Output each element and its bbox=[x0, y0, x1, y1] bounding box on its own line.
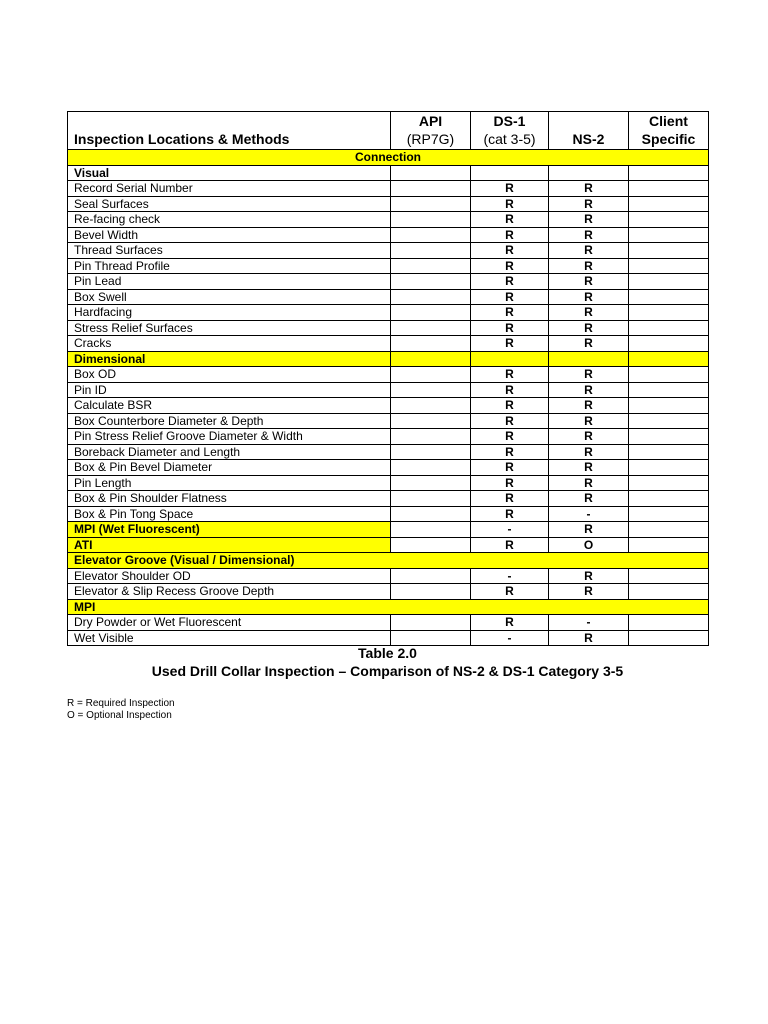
cell-client bbox=[629, 258, 709, 274]
cell-ns2: R bbox=[549, 382, 629, 398]
table-row bbox=[68, 382, 709, 398]
cell-client bbox=[629, 243, 709, 259]
cell-ns2 bbox=[549, 351, 629, 367]
header-client-title: Client bbox=[649, 113, 688, 129]
table-row bbox=[68, 196, 709, 212]
cell-ds1: R bbox=[471, 274, 549, 290]
cell-api bbox=[391, 351, 471, 367]
cell-client bbox=[629, 444, 709, 460]
inspection-table bbox=[67, 111, 709, 646]
cell-ns2: R bbox=[549, 429, 629, 445]
cell-client bbox=[629, 289, 709, 305]
cell-api bbox=[391, 506, 471, 522]
legend-required: R = Required Inspection bbox=[67, 698, 175, 709]
cell-api bbox=[391, 584, 471, 600]
subsection-row bbox=[68, 165, 709, 181]
row-label: Thread Surfaces bbox=[68, 243, 391, 259]
cell-ns2: R bbox=[549, 630, 629, 646]
cell-client bbox=[629, 429, 709, 445]
table-row bbox=[68, 305, 709, 321]
cell-ds1: R bbox=[471, 258, 549, 274]
cell-ns2: R bbox=[549, 568, 629, 584]
table-row bbox=[68, 506, 709, 522]
cell-client bbox=[629, 491, 709, 507]
header-row bbox=[68, 112, 709, 150]
section-band-row bbox=[68, 553, 709, 569]
cell-ds1: R bbox=[471, 181, 549, 197]
header-location: Inspection Locations & Methods bbox=[68, 112, 391, 150]
cell-client bbox=[629, 382, 709, 398]
cell-ds1 bbox=[471, 351, 549, 367]
table-row bbox=[68, 243, 709, 259]
header-ds1-title: DS-1 bbox=[493, 113, 526, 129]
cell-client bbox=[629, 506, 709, 522]
cell-client bbox=[629, 196, 709, 212]
cell-api bbox=[391, 212, 471, 228]
table-row bbox=[68, 444, 709, 460]
table-row bbox=[68, 289, 709, 305]
table-row bbox=[68, 429, 709, 445]
table-number: Table 2.0 bbox=[358, 645, 417, 661]
row-label: ATI bbox=[68, 537, 391, 553]
row-label: Box Swell bbox=[68, 289, 391, 305]
cell-api bbox=[391, 398, 471, 414]
cell-ns2: R bbox=[549, 398, 629, 414]
cell-ns2: R bbox=[549, 196, 629, 212]
cell-api bbox=[391, 336, 471, 352]
cell-api bbox=[391, 568, 471, 584]
cell-ds1: R bbox=[471, 413, 549, 429]
row-label: Boreback Diameter and Length bbox=[68, 444, 391, 460]
table-row bbox=[68, 413, 709, 429]
cell-ds1: R bbox=[471, 305, 549, 321]
table-body bbox=[68, 150, 709, 646]
cell-ns2: R bbox=[549, 336, 629, 352]
header-ns2 bbox=[549, 112, 629, 150]
row-label: Box & Pin Shoulder Flatness bbox=[68, 491, 391, 507]
cell-api bbox=[391, 413, 471, 429]
cell-ns2: R bbox=[549, 305, 629, 321]
cell-ns2: R bbox=[549, 258, 629, 274]
row-label: Box OD bbox=[68, 367, 391, 383]
cell-client bbox=[629, 212, 709, 228]
cell-ns2 bbox=[549, 165, 629, 181]
row-label: Box & Pin Bevel Diameter bbox=[68, 460, 391, 476]
cell-api bbox=[391, 522, 471, 538]
cell-api bbox=[391, 615, 471, 631]
table-row bbox=[68, 584, 709, 600]
legend-optional: O = Optional Inspection bbox=[67, 710, 172, 721]
cell-ds1: R bbox=[471, 367, 549, 383]
header-api bbox=[391, 112, 471, 150]
header-ns2-title: NS-2 bbox=[572, 131, 605, 147]
cell-ds1: R bbox=[471, 212, 549, 228]
cell-client bbox=[629, 475, 709, 491]
cell-ds1: - bbox=[471, 522, 549, 538]
row-label: Box Counterbore Diameter & Depth bbox=[68, 413, 391, 429]
header-client bbox=[629, 112, 709, 150]
cell-ds1: R bbox=[471, 537, 549, 553]
row-label: Pin Lead bbox=[68, 274, 391, 290]
header-api-title: API bbox=[418, 113, 443, 129]
table-row bbox=[68, 491, 709, 507]
row-label: Record Serial Number bbox=[68, 181, 391, 197]
cell-client bbox=[629, 181, 709, 197]
cell-ns2: R bbox=[549, 320, 629, 336]
cell-api bbox=[391, 305, 471, 321]
cell-ds1: R bbox=[471, 429, 549, 445]
row-label: Dimensional bbox=[68, 351, 391, 367]
cell-api bbox=[391, 227, 471, 243]
table-row bbox=[68, 258, 709, 274]
cell-client bbox=[629, 615, 709, 631]
row-label: Bevel Width bbox=[68, 227, 391, 243]
cell-ds1: R bbox=[471, 460, 549, 476]
row-label: Elevator Shoulder OD bbox=[68, 568, 391, 584]
table-row bbox=[68, 212, 709, 228]
cell-ns2: R bbox=[549, 475, 629, 491]
table-row bbox=[68, 320, 709, 336]
cell-ns2: - bbox=[549, 615, 629, 631]
cell-client bbox=[629, 351, 709, 367]
cell-ds1: R bbox=[471, 398, 549, 414]
cell-ns2: R bbox=[549, 274, 629, 290]
cell-api bbox=[391, 320, 471, 336]
cell-ds1 bbox=[471, 165, 549, 181]
cell-ds1: R bbox=[471, 444, 549, 460]
section-band-label: Connection bbox=[68, 150, 709, 166]
cell-ds1: R bbox=[471, 584, 549, 600]
cell-ns2: R bbox=[549, 367, 629, 383]
cell-api bbox=[391, 274, 471, 290]
cell-api bbox=[391, 444, 471, 460]
row-label: Pin Stress Relief Groove Diameter & Width bbox=[68, 429, 391, 445]
cell-ns2: O bbox=[549, 537, 629, 553]
cell-ds1: R bbox=[471, 615, 549, 631]
cell-api bbox=[391, 165, 471, 181]
table-row bbox=[68, 336, 709, 352]
subsection-row bbox=[68, 351, 709, 367]
row-label: Pin Length bbox=[68, 475, 391, 491]
cell-api bbox=[391, 475, 471, 491]
row-label: Seal Surfaces bbox=[68, 196, 391, 212]
cell-client bbox=[629, 460, 709, 476]
table-row bbox=[68, 475, 709, 491]
cell-ds1: R bbox=[471, 491, 549, 507]
section-band-row bbox=[68, 150, 709, 166]
cell-ds1: - bbox=[471, 568, 549, 584]
row-label: Re-facing check bbox=[68, 212, 391, 228]
cell-ns2: R bbox=[549, 491, 629, 507]
cell-ns2: R bbox=[549, 584, 629, 600]
header-ds1-sub: (cat 3-5) bbox=[483, 131, 536, 147]
cell-client bbox=[629, 537, 709, 553]
table-row bbox=[68, 398, 709, 414]
table-row bbox=[68, 181, 709, 197]
cell-ds1: R bbox=[471, 382, 549, 398]
section-band-row bbox=[68, 599, 709, 615]
cell-client bbox=[629, 367, 709, 383]
row-label: Wet Visible bbox=[68, 630, 391, 646]
subsection-row bbox=[68, 537, 709, 553]
subsection-row bbox=[68, 522, 709, 538]
cell-client bbox=[629, 584, 709, 600]
cell-ns2: R bbox=[549, 460, 629, 476]
row-label: Calculate BSR bbox=[68, 398, 391, 414]
header-api-sub: (RP7G) bbox=[406, 131, 455, 147]
section-band-label: Elevator Groove (Visual / Dimensional) bbox=[68, 553, 709, 569]
cell-client bbox=[629, 398, 709, 414]
row-label: Visual bbox=[68, 165, 391, 181]
cell-ds1: R bbox=[471, 475, 549, 491]
table-row bbox=[68, 460, 709, 476]
cell-ds1: R bbox=[471, 289, 549, 305]
header-ds1 bbox=[471, 112, 549, 150]
cell-client bbox=[629, 522, 709, 538]
cell-api bbox=[391, 429, 471, 445]
table-row bbox=[68, 227, 709, 243]
row-label: Dry Powder or Wet Fluorescent bbox=[68, 615, 391, 631]
cell-api bbox=[391, 460, 471, 476]
cell-client bbox=[629, 320, 709, 336]
cell-client bbox=[629, 274, 709, 290]
table-row bbox=[68, 615, 709, 631]
row-label: Hardfacing bbox=[68, 305, 391, 321]
cell-api bbox=[391, 181, 471, 197]
cell-client bbox=[629, 568, 709, 584]
cell-client bbox=[629, 336, 709, 352]
row-label: Pin ID bbox=[68, 382, 391, 398]
cell-ns2: R bbox=[549, 522, 629, 538]
cell-api bbox=[391, 289, 471, 305]
header-client-sub: Specific bbox=[641, 131, 696, 147]
cell-ds1: R bbox=[471, 196, 549, 212]
row-label: Stress Relief Surfaces bbox=[68, 320, 391, 336]
cell-api bbox=[391, 367, 471, 383]
row-label: Cracks bbox=[68, 336, 391, 352]
table-row bbox=[68, 274, 709, 290]
cell-ns2: R bbox=[549, 289, 629, 305]
table-header bbox=[68, 112, 709, 150]
table-row bbox=[68, 568, 709, 584]
cell-ds1: R bbox=[471, 320, 549, 336]
cell-client bbox=[629, 413, 709, 429]
cell-api bbox=[391, 196, 471, 212]
cell-ds1: R bbox=[471, 506, 549, 522]
table-row bbox=[68, 367, 709, 383]
cell-client bbox=[629, 165, 709, 181]
row-label: Pin Thread Profile bbox=[68, 258, 391, 274]
row-label: Elevator & Slip Recess Groove Depth bbox=[68, 584, 391, 600]
cell-api bbox=[391, 537, 471, 553]
cell-ns2: - bbox=[549, 506, 629, 522]
cell-api bbox=[391, 491, 471, 507]
cell-ds1: R bbox=[471, 336, 549, 352]
cell-ns2: R bbox=[549, 413, 629, 429]
cell-api bbox=[391, 382, 471, 398]
cell-client bbox=[629, 227, 709, 243]
row-label: MPI (Wet Fluorescent) bbox=[68, 522, 391, 538]
cell-ns2: R bbox=[549, 243, 629, 259]
cell-ds1: R bbox=[471, 227, 549, 243]
cell-ns2: R bbox=[549, 227, 629, 243]
cell-ds1: - bbox=[471, 630, 549, 646]
cell-ns2: R bbox=[549, 444, 629, 460]
section-band-label: MPI bbox=[68, 599, 709, 615]
cell-api bbox=[391, 243, 471, 259]
cell-api bbox=[391, 258, 471, 274]
cell-client bbox=[629, 305, 709, 321]
cell-ds1: R bbox=[471, 243, 549, 259]
cell-ns2: R bbox=[549, 212, 629, 228]
row-label: Box & Pin Tong Space bbox=[68, 506, 391, 522]
cell-ns2: R bbox=[549, 181, 629, 197]
table-caption: Used Drill Collar Inspection – Comparison of NS-2 & DS-1 Category 3-5 bbox=[151, 663, 624, 679]
